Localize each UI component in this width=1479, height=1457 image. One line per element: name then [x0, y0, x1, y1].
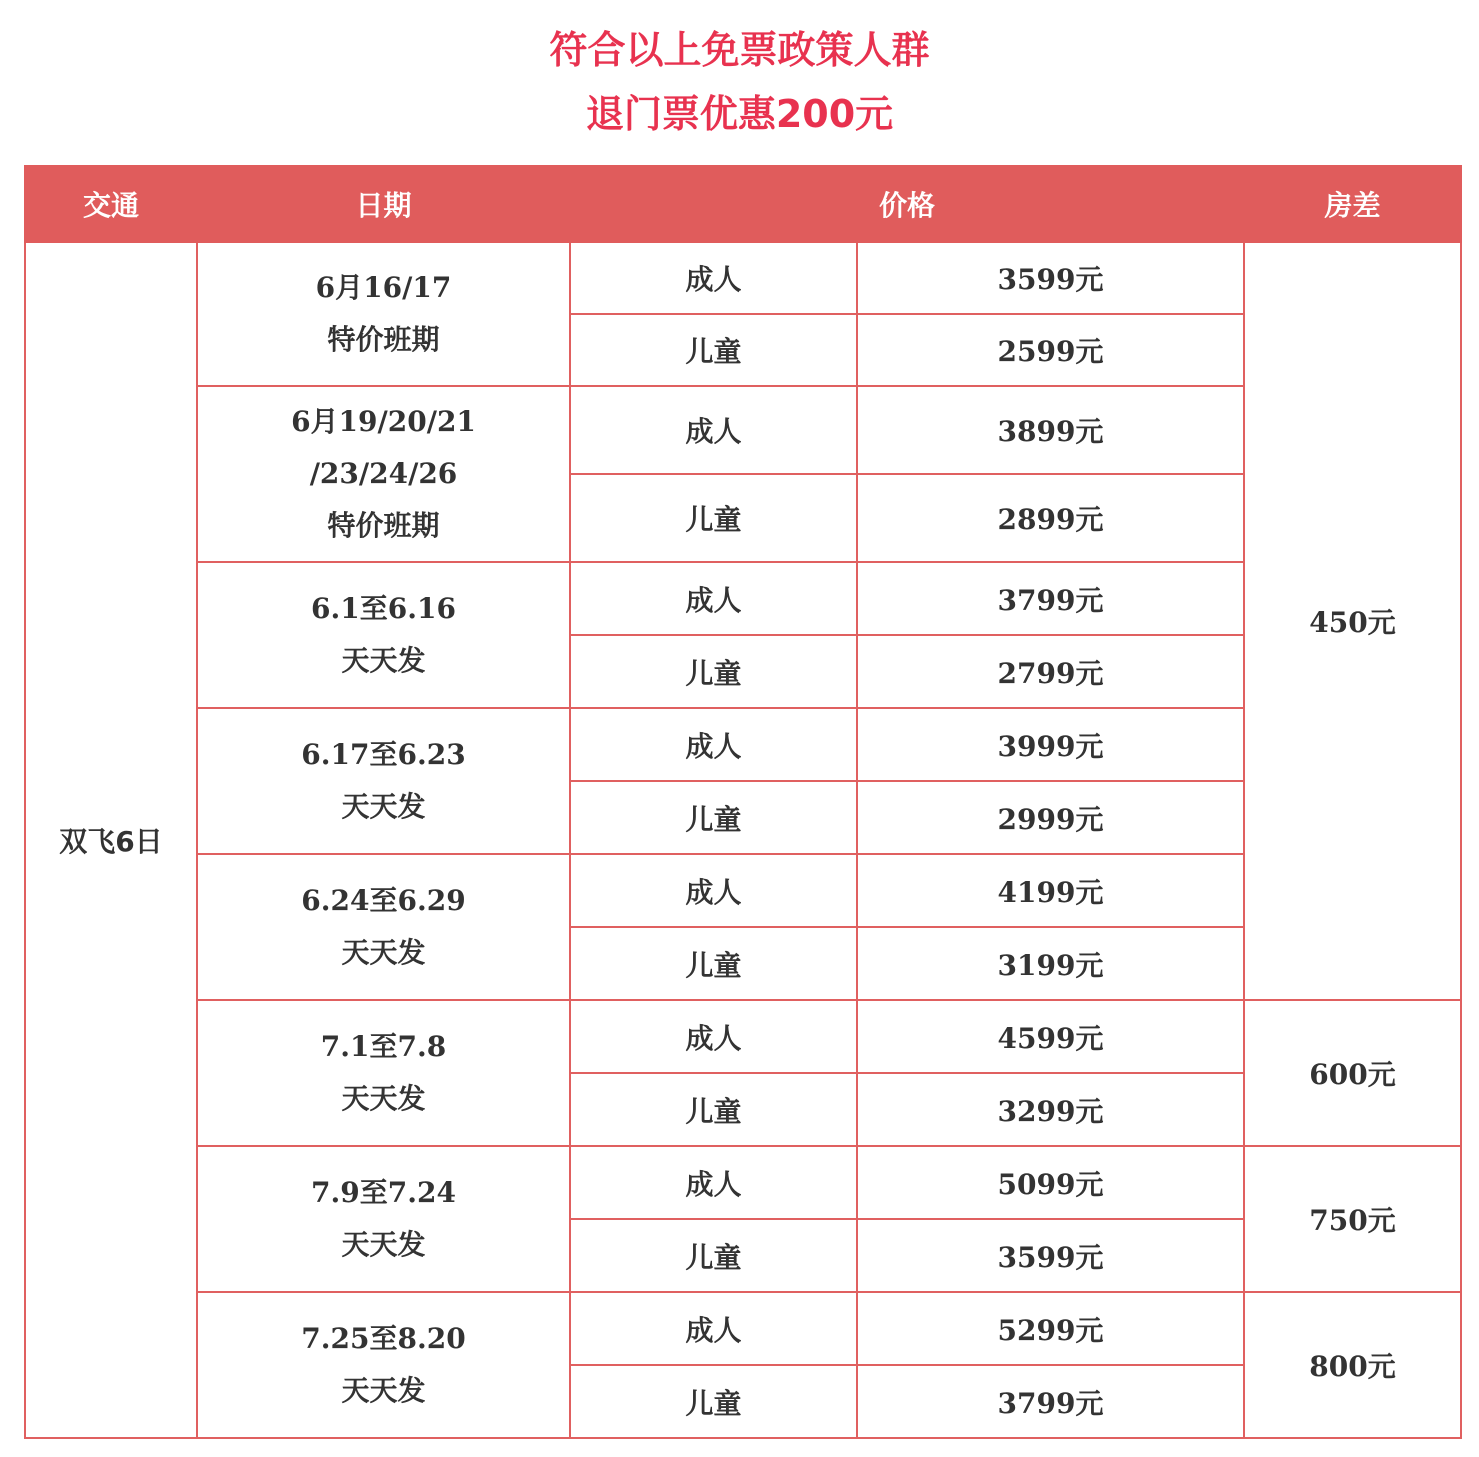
date-line: 6.1至6.16 [311, 592, 456, 625]
header-date: 日期 [197, 166, 570, 242]
passenger-type-child: 儿童 [570, 1219, 857, 1292]
transport-cell: 双飞6日 [25, 242, 197, 1438]
date-line: 天天发 [341, 1374, 426, 1407]
price-child: 2799元 [857, 635, 1244, 708]
passenger-type-adult: 成人 [570, 386, 857, 474]
date-cell [197, 708, 570, 854]
date-line: /23/24/26 [309, 457, 458, 490]
price-adult: 3799元 [857, 562, 1244, 635]
date-cell [197, 1000, 570, 1146]
promo-heading-line-1: 符合以上免票政策人群 [549, 28, 930, 72]
date-line: 天天发 [341, 936, 426, 969]
passenger-type-child: 儿童 [570, 1073, 857, 1146]
room-diff-cell: 750元 [1244, 1146, 1461, 1292]
date-cell [197, 854, 570, 1000]
passenger-type-adult: 成人 [570, 562, 857, 635]
price-child: 2999元 [857, 781, 1244, 854]
price-adult: 3899元 [857, 386, 1244, 474]
date-line: 天天发 [341, 1082, 426, 1115]
date-cell [197, 386, 570, 562]
date-line: 特价班期 [327, 323, 440, 356]
table-row [25, 1146, 1461, 1219]
date-line: 7.9至7.24 [311, 1176, 456, 1209]
date-cell [197, 242, 570, 386]
promo-heading-line-2: 退门票优惠200元 [585, 92, 894, 136]
passenger-type-adult: 成人 [570, 1292, 857, 1365]
date-line: 7.1至7.8 [320, 1030, 447, 1063]
date-cell [197, 1146, 570, 1292]
passenger-type-child: 儿童 [570, 1365, 857, 1438]
date-line: 7.25至8.20 [301, 1322, 466, 1355]
price-table [24, 165, 1462, 1439]
table-row [25, 1292, 1461, 1365]
price-adult: 3599元 [857, 242, 1244, 314]
room-diff-cell: 600元 [1244, 1000, 1461, 1146]
table-header-row [25, 166, 1461, 242]
passenger-type-adult: 成人 [570, 242, 857, 314]
table-row [25, 242, 1461, 314]
price-adult: 4199元 [857, 854, 1244, 927]
price-child: 2899元 [857, 474, 1244, 562]
date-cell [197, 1292, 570, 1438]
passenger-type-child: 儿童 [570, 781, 857, 854]
passenger-type-adult: 成人 [570, 1146, 857, 1219]
price-child: 3599元 [857, 1219, 1244, 1292]
table-row [25, 1000, 1461, 1073]
date-cell [197, 562, 570, 708]
price-child: 2599元 [857, 314, 1244, 386]
date-line: 6月19/20/21 [291, 405, 476, 438]
header-transport: 交通 [25, 166, 197, 242]
price-child: 3199元 [857, 927, 1244, 1000]
passenger-type-child: 儿童 [570, 314, 857, 386]
room-diff-cell: 450元 [1244, 242, 1461, 1000]
passenger-type-child: 儿童 [570, 474, 857, 562]
price-adult: 4599元 [857, 1000, 1244, 1073]
room-diff-cell: 800元 [1244, 1292, 1461, 1438]
price-adult: 3999元 [857, 708, 1244, 781]
passenger-type-child: 儿童 [570, 635, 857, 708]
date-line: 6月16/17 [315, 271, 452, 304]
passenger-type-adult: 成人 [570, 708, 857, 781]
date-line: 特价班期 [327, 509, 440, 542]
date-line: 天天发 [341, 790, 426, 823]
price-child: 3799元 [857, 1365, 1244, 1438]
passenger-type-adult: 成人 [570, 854, 857, 927]
price-child: 3299元 [857, 1073, 1244, 1146]
header-price: 价格 [570, 166, 1244, 242]
header-room-diff: 房差 [1244, 166, 1461, 242]
passenger-type-adult: 成人 [570, 1000, 857, 1073]
price-adult: 5099元 [857, 1146, 1244, 1219]
date-line: 天天发 [341, 644, 426, 677]
date-line: 6.17至6.23 [301, 738, 466, 771]
price-adult: 5299元 [857, 1292, 1244, 1365]
date-line: 6.24至6.29 [301, 884, 466, 917]
date-line: 天天发 [341, 1228, 426, 1261]
passenger-type-child: 儿童 [570, 927, 857, 1000]
